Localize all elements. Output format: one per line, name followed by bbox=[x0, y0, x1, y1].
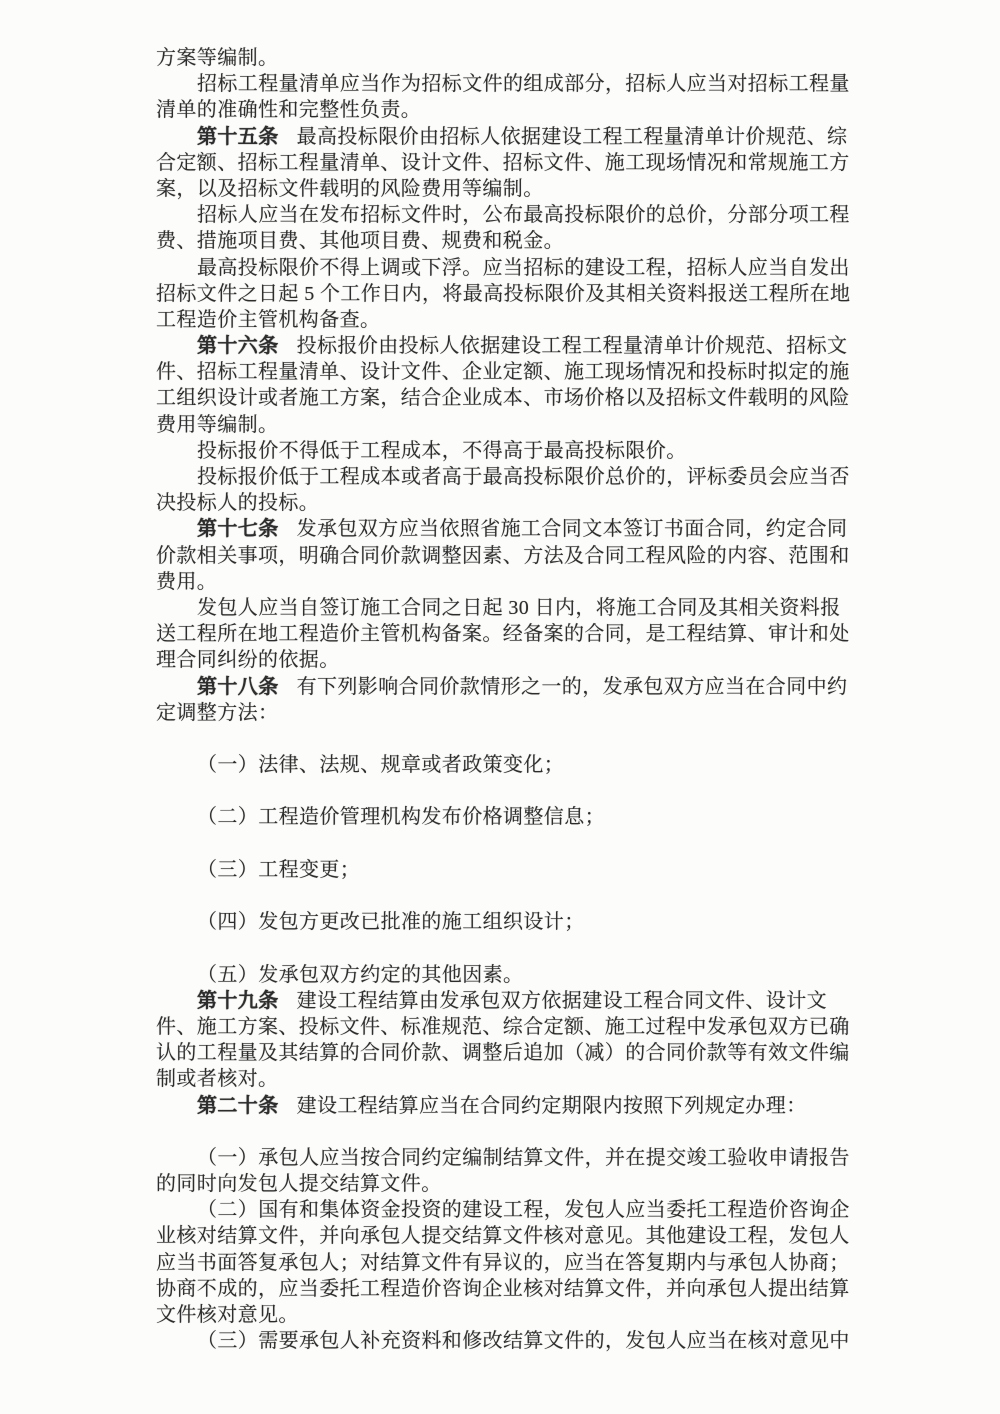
line-text: 发承包双方应当依照省施工合同文本签订书面合同，约定合同 bbox=[296, 518, 848, 541]
text-line bbox=[156, 150, 856, 176]
line-text: 清单的准确性和完整性负责。 bbox=[156, 99, 422, 122]
list-item-line bbox=[156, 962, 856, 988]
article-number: 第十九条 bbox=[197, 989, 279, 1012]
line-text: 最高投标限价由招标人依据建设工程工程量清单计价规范、综 bbox=[296, 125, 848, 148]
line-text: （三）需要承包人补充资料和修改结算文件的，发包人应当在核对意见中 bbox=[197, 1330, 850, 1353]
line-text: 价款相关事项，明确合同价款调整因素、方法及合同工程风险的内容、范围和 bbox=[156, 544, 850, 567]
line-text: 件、施工方案、投标文件、标准规范、综合定额、施工过程中发承包双方已确 bbox=[156, 1015, 850, 1038]
text-line bbox=[156, 490, 856, 516]
article-number: 第十六条 bbox=[197, 335, 279, 358]
line-text: 送工程所在地工程造价主管机构备案。经备案的合同，是工程结算、审计和处 bbox=[156, 623, 850, 646]
article-number: 第十八条 bbox=[197, 675, 279, 698]
text-line bbox=[156, 45, 856, 71]
line-text: 招标工程量清单应当作为招标文件的组成部分，招标人应当对招标工程量 bbox=[197, 73, 850, 96]
line-text: （二）国有和集体资金投资的建设工程，发包人应当委托工程造价咨询企 bbox=[197, 1199, 850, 1222]
line-text: 业核对结算文件，并向承包人提交结算文件核对意见。其他建设工程，发包人 bbox=[156, 1225, 850, 1248]
line-text: 合定额、招标工程量清单、设计文件、招标文件、施工现场情况和常规施工方 bbox=[156, 151, 850, 174]
text-line bbox=[156, 412, 856, 438]
list-item-line bbox=[156, 857, 856, 883]
document-text-block bbox=[156, 45, 856, 1354]
line-text: 件、招标工程量清单、设计文件、企业定额、施工现场情况和投标时拟定的施 bbox=[156, 361, 850, 384]
line-text: 理合同纠纷的依据。 bbox=[156, 649, 340, 672]
line-text: 建设工程结算由发承包双方依据建设工程合同文件、设计文 bbox=[296, 989, 828, 1012]
text-line bbox=[156, 647, 856, 673]
line-text: （三）工程变更； bbox=[197, 858, 361, 881]
line-text: 投标报价不得低于工程成本，不得高于最高投标限价。 bbox=[197, 439, 687, 462]
line-text: （四）发包方更改已批准的施工组织设计； bbox=[197, 911, 585, 934]
text-line bbox=[156, 700, 856, 726]
line-text: 文件核对意见。 bbox=[156, 1304, 299, 1326]
article-number: 第二十条 bbox=[197, 1094, 279, 1117]
article-heading-line bbox=[156, 124, 856, 150]
line-text: 工组织设计或者施工方案，结合企业成本、市场价格以及招标文件载明的风险 bbox=[156, 387, 850, 410]
text-line bbox=[156, 385, 856, 411]
line-text: 应当书面答复承包人；对结算文件有异议的，应当在答复期内与承包人协商； bbox=[156, 1251, 850, 1274]
line-text: 的同时向发包人提交结算文件。 bbox=[156, 1173, 442, 1196]
article-number: 第十五条 bbox=[197, 125, 279, 148]
text-line bbox=[156, 202, 856, 228]
line-text: 投标报价由投标人依据建设工程工程量清单计价规范、招标文 bbox=[296, 335, 848, 358]
line-text: （五）发承包双方约定的其他因素。 bbox=[197, 963, 524, 986]
line-text: （二）工程造价管理机构发布价格调整信息； bbox=[197, 806, 605, 829]
list-item-line bbox=[156, 752, 856, 778]
text-line bbox=[156, 1066, 856, 1092]
line-text: 最高投标限价不得上调或下浮。应当招标的建设工程，招标人应当自发出 bbox=[197, 256, 850, 279]
list-item-line bbox=[156, 1145, 856, 1171]
line-text: 费用。 bbox=[156, 570, 218, 593]
line-text: 费用等编制。 bbox=[156, 413, 279, 436]
article-heading-line bbox=[156, 674, 856, 700]
text-line bbox=[156, 307, 856, 333]
line-text: 制或者核对。 bbox=[156, 1068, 279, 1091]
line-text: 有下列影响合同价款情形之一的，发承包双方应当在合同中约 bbox=[296, 675, 848, 698]
list-item-line bbox=[156, 804, 856, 830]
line-text: 方案等编制。 bbox=[156, 47, 279, 69]
line-text: （一）法律、法规、规章或者政策变化； bbox=[197, 754, 565, 777]
line-text: 工程造价主管机构备查。 bbox=[156, 308, 381, 331]
list-item-line bbox=[156, 1197, 856, 1223]
line-text: 协商不成的，应当委托工程造价咨询企业核对结算文件，并向承包人提出结算 bbox=[156, 1277, 850, 1300]
text-line bbox=[156, 1014, 856, 1040]
text-line bbox=[156, 1171, 856, 1197]
text-line bbox=[156, 1040, 856, 1066]
text-line bbox=[156, 176, 856, 202]
text-line bbox=[156, 569, 856, 595]
line-text: 招标人应当在发布招标文件时，公布最高投标限价的总价，分部分项工程 bbox=[197, 204, 850, 227]
article-heading-line bbox=[156, 1093, 856, 1119]
text-line bbox=[156, 281, 856, 307]
line-text: 认的工程量及其结算的合同价款、调整后追加（减）的合同价款等有效文件编 bbox=[156, 1042, 850, 1065]
text-line bbox=[156, 464, 856, 490]
text-line bbox=[156, 1250, 856, 1276]
line-text: 定调整方法： bbox=[156, 701, 279, 724]
line-text: 建设工程结算应当在合同约定期限内按照下列规定办理： bbox=[296, 1094, 807, 1117]
article-heading-line bbox=[156, 516, 856, 542]
text-line bbox=[156, 595, 856, 621]
list-item-line bbox=[156, 909, 856, 935]
text-line bbox=[156, 621, 856, 647]
line-text: 决投标人的投标。 bbox=[156, 492, 320, 515]
text-line bbox=[156, 255, 856, 281]
line-text: （一）承包人应当按合同约定编制结算文件，并在提交竣工验收申请报告 bbox=[197, 1146, 850, 1169]
line-text: 案，以及招标文件载明的风险费用等编制。 bbox=[156, 177, 544, 200]
line-text: 招标文件之日起 5 个工作日内，将最高投标限价及其相关资料报送工程所在地 bbox=[156, 282, 851, 305]
text-line bbox=[156, 438, 856, 464]
text-line bbox=[156, 1223, 856, 1249]
text-line bbox=[156, 1302, 856, 1328]
article-number: 第十七条 bbox=[197, 518, 279, 541]
line-text: 费、措施项目费、其他项目费、规费和税金。 bbox=[156, 230, 564, 253]
text-line bbox=[156, 228, 856, 254]
article-heading-line bbox=[156, 988, 856, 1014]
text-line bbox=[156, 97, 856, 123]
article-heading-line bbox=[156, 333, 856, 359]
text-line bbox=[156, 71, 856, 97]
list-item-line bbox=[156, 1328, 856, 1354]
text-line bbox=[156, 359, 856, 385]
line-text: 投标报价低于工程成本或者高于最高投标限价总价的，评标委员会应当否 bbox=[197, 466, 850, 488]
text-line bbox=[156, 543, 856, 569]
text-line bbox=[156, 1276, 856, 1302]
line-text: 发包人应当自签订施工合同之日起 30 日内，将施工合同及其相关资料报 bbox=[197, 596, 841, 619]
